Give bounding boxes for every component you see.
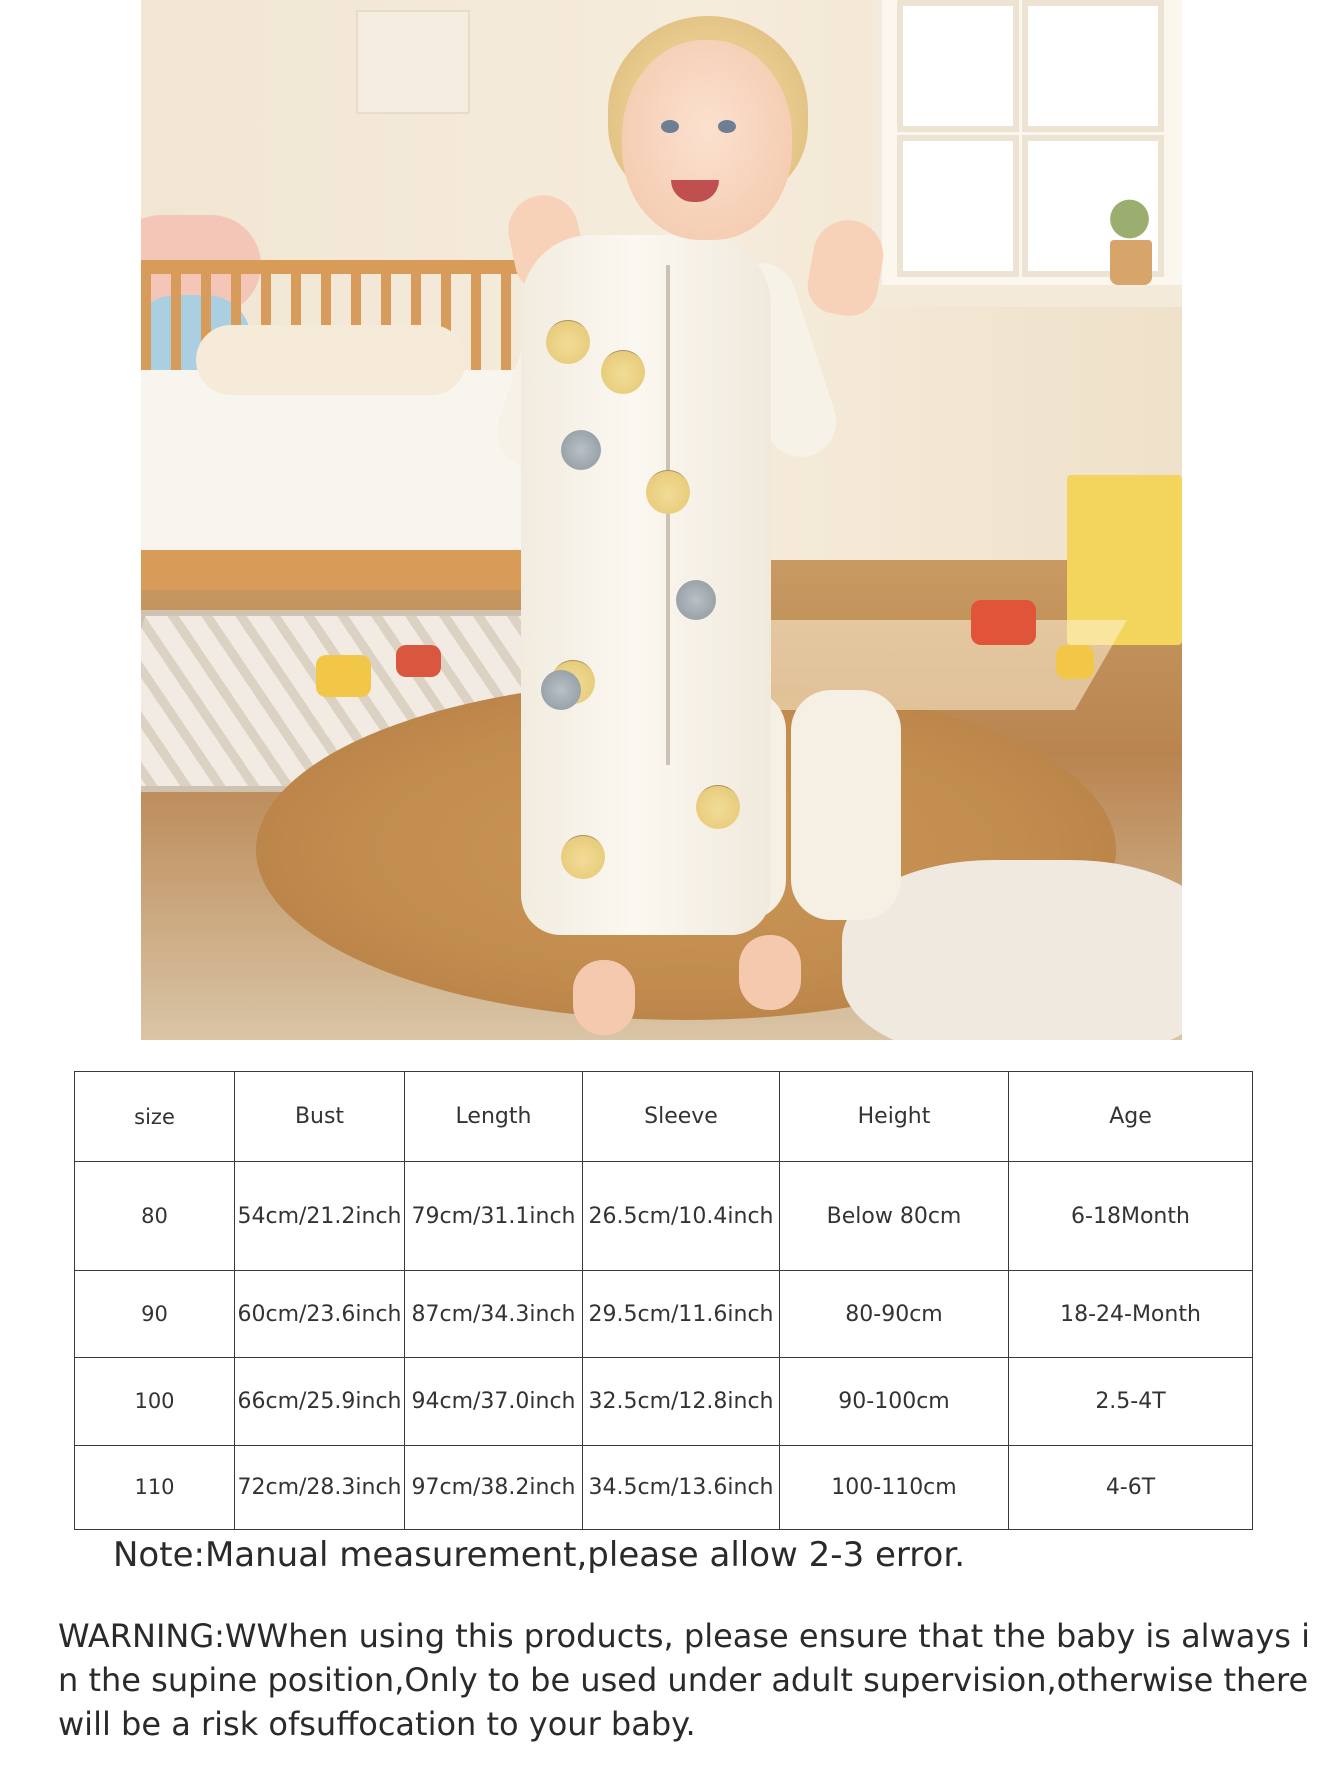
right-leg (791, 690, 901, 920)
bear-print (601, 350, 645, 394)
header-length: Length (405, 1072, 583, 1162)
cell-bust: 66cm/25.9inch (235, 1358, 405, 1445)
face (622, 40, 792, 240)
table-row (75, 1270, 1253, 1357)
table-row (75, 1445, 1253, 1529)
cell-height: 90-100cm (780, 1358, 1009, 1445)
header-age: Age (1009, 1072, 1253, 1162)
cell-height: 100-110cm (780, 1445, 1009, 1529)
cell-bust: 60cm/23.6inch (235, 1270, 405, 1357)
cell-size: 100 (75, 1358, 235, 1445)
right-hand (803, 215, 888, 321)
table-header-row (75, 1072, 1253, 1162)
cell-sleeve: 34.5cm/13.6inch (583, 1445, 780, 1529)
cell-length: 97cm/38.2inch (405, 1445, 583, 1529)
cell-sleeve: 29.5cm/11.6inch (583, 1270, 780, 1357)
header-height: Height (780, 1072, 1009, 1162)
bear-print (546, 320, 590, 364)
cell-height: Below 80cm (780, 1162, 1009, 1270)
badge-print (541, 670, 581, 710)
left-foot (573, 960, 635, 1035)
cell-size: 110 (75, 1445, 235, 1529)
safety-warning: WARNING:WWhen using this products, please ensure that the baby is always in the supine position,Only to be used under adult supervision,otherwise there will be a risk ofsuffocation to your baby. (58, 1617, 1311, 1743)
header-sleeve: Sleeve (583, 1072, 780, 1162)
badge-print (676, 580, 716, 620)
table-row (75, 1358, 1253, 1445)
cell-length: 79cm/31.1inch (405, 1162, 583, 1270)
cell-age: 2.5-4T (1009, 1358, 1253, 1445)
cell-sleeve: 26.5cm/10.4inch (583, 1162, 780, 1270)
bear-print (561, 835, 605, 879)
cell-size: 90 (75, 1270, 235, 1357)
romper-zipper (666, 265, 670, 765)
left-eye (661, 120, 679, 133)
right-foot (739, 935, 801, 1010)
table-row (75, 1162, 1253, 1270)
cell-age: 6-18Month (1009, 1162, 1253, 1270)
header-size: size (75, 1072, 235, 1162)
right-eye (718, 120, 736, 133)
header-bust: Bust (235, 1072, 405, 1162)
bear-print (696, 785, 740, 829)
badge-print (561, 430, 601, 470)
measurement-note: Note:Manual measurement,please allow 2-3 error. (113, 1535, 966, 1575)
cell-sleeve: 32.5cm/12.8inch (583, 1358, 780, 1445)
child-model (141, 0, 1182, 1040)
cell-bust: 72cm/28.3inch (235, 1445, 405, 1529)
cell-age: 18-24-Month (1009, 1270, 1253, 1357)
cell-length: 94cm/37.0inch (405, 1358, 583, 1445)
product-photo (141, 0, 1182, 1040)
bear-print (646, 470, 690, 514)
size-chart-table (74, 1071, 1253, 1530)
cell-height: 80-90cm (780, 1270, 1009, 1357)
cell-size: 80 (75, 1162, 235, 1270)
cell-bust: 54cm/21.2inch (235, 1162, 405, 1270)
cell-length: 87cm/34.3inch (405, 1270, 583, 1357)
cell-age: 4-6T (1009, 1445, 1253, 1529)
